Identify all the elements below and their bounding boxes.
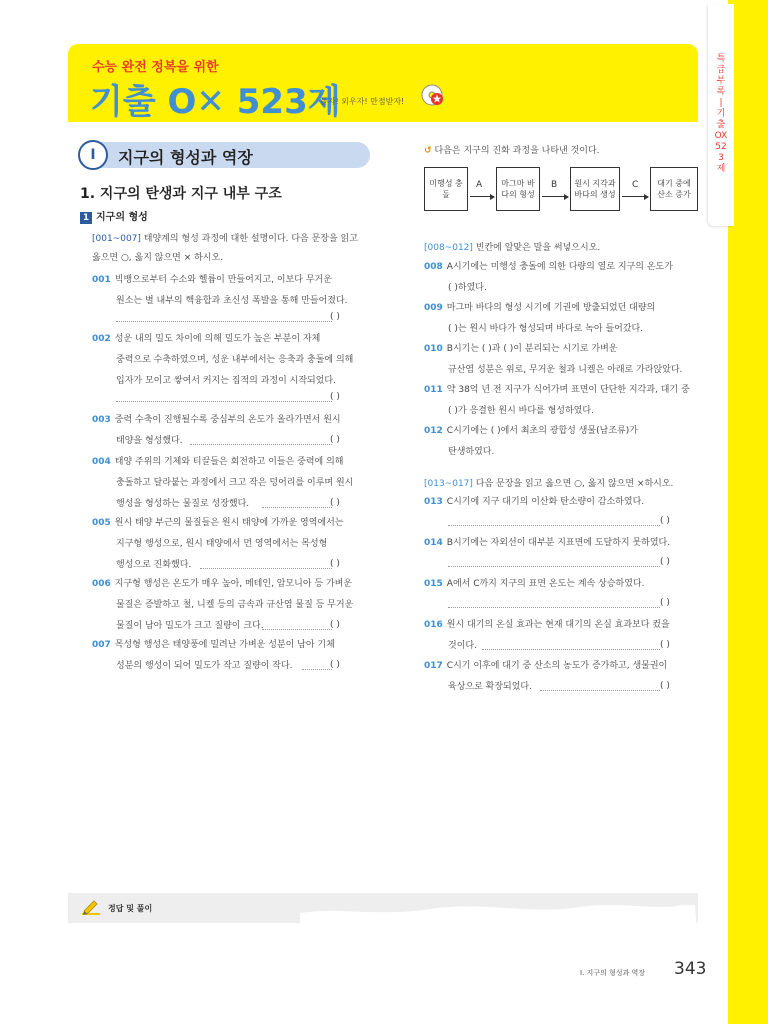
question-number: 004 [92, 457, 111, 467]
answer-blank[interactable]: ( ) [660, 598, 670, 608]
question-number: 001 [92, 275, 111, 285]
question-011 [424, 380, 690, 422]
flow-box-magma-ocean: 마그마 바다의 형성 [496, 167, 540, 211]
answer-leader [262, 629, 332, 630]
question-line: 육상으로 확장되었다. [448, 682, 532, 692]
question-number: 007 [92, 640, 111, 650]
question-line: 입자가 모이고 쌓여서 커지는 집적의 과정이 시작되었다. [116, 376, 336, 386]
answer-leader [190, 444, 332, 445]
curve-arrow-icon: ↺ [424, 146, 432, 156]
question-015 [424, 574, 644, 595]
question-line: 행성을 형성하는 물질로 성장했다. [116, 499, 250, 509]
question-013 [424, 492, 644, 513]
question-line: C시기에는 ( )에서 최초의 광합성 생물(남조류)가 [446, 426, 638, 436]
question-line: 지구형 행성으로, 원시 태양에서 먼 영역에서는 목성형 [116, 539, 328, 549]
question-line: ( )하였다. [448, 283, 487, 293]
question-number: 009 [424, 303, 443, 313]
side-tab-text: 특급부록 | 기출OX523제 [714, 54, 728, 174]
question-line: 태양 주위의 기체와 티끌들은 회전하고 이들은 중력에 의해 [114, 457, 344, 467]
question-007 [92, 635, 335, 677]
question-number: 012 [424, 426, 443, 436]
question-009 [424, 298, 655, 340]
answer-blank[interactable]: ( ) [330, 660, 340, 670]
answer-blank[interactable]: ( ) [660, 640, 670, 650]
page-chapter-info: Ⅰ. 지구의 형성과 역장 [580, 969, 646, 977]
question-line: 빅뱅으로부터 수소와 헬륨이 만들어지고, 이보다 무거운 [114, 275, 332, 285]
page-number: 343 [674, 959, 707, 979]
question-003 [92, 410, 341, 452]
chapter-banner [80, 142, 370, 168]
fill-section-heading [424, 240, 600, 253]
answer-blank[interactable]: ( ) [330, 620, 340, 630]
question-number: 002 [92, 334, 111, 344]
question-016 [424, 615, 670, 657]
answer-leader [448, 607, 660, 608]
chapter-number: Ⅰ [78, 140, 108, 170]
section-heading: 1. 지구의 탄생과 지구 내부 구조 [80, 186, 282, 202]
question-number: 015 [424, 579, 443, 589]
answer-label: 정답 및 풀이 [108, 904, 153, 913]
subsection-number: 1 [80, 212, 92, 224]
answer-leader [448, 525, 660, 526]
question-line: 탄생하였다. [448, 447, 495, 457]
question-line: 성분의 행성이 되어 밀도가 작고 질량이 작다. [116, 661, 293, 671]
torn-paper-overlay [300, 895, 710, 955]
diagram-intro [424, 143, 600, 156]
question-line: B시기에는 자외선이 대부분 지표면에 도달하지 못하였다. [446, 538, 671, 548]
question-line: 물질은 증발하고 철, 니켈 등의 금속과 규산염 물질 등 무거운 [116, 600, 354, 610]
subsection-heading [80, 208, 148, 224]
question-001 [92, 270, 348, 312]
flow-box-crust-ocean: 원시 지각과 바다의 생성 [570, 167, 620, 211]
question-012 [424, 421, 638, 463]
question-line: 것이다. [448, 641, 477, 651]
question-002 [92, 329, 353, 392]
question-010 [424, 339, 682, 381]
fill-section-range: [008~012] [424, 243, 473, 253]
answer-blank[interactable]: ( ) [660, 681, 670, 691]
answer-blank[interactable]: ( ) [660, 557, 670, 567]
flow-box-oxygen: 대기 중에 산소 증가 [650, 167, 698, 211]
side-yellow-band [728, 0, 768, 1024]
cd-star-icon [420, 82, 446, 108]
question-line: 목성형 행성은 태양풍에 밀려난 가벼운 성분이 남아 기체 [114, 640, 335, 650]
question-line: 성운 내의 밀도 차이에 의해 밀도가 높은 부분이 자체 [114, 334, 321, 344]
question-number: 017 [424, 661, 443, 671]
question-line: 마그마 바다의 형성 시기에 기권에 방출되었던 대량의 [446, 303, 656, 313]
answer-leader [116, 321, 332, 322]
flow-label-b: B [551, 180, 558, 190]
diagram-intro-text: 다음은 지구의 진화 과정을 나타낸 것이다. [434, 146, 600, 156]
question-line: 규산염 성분은 위로, 무거운 철과 니켈은 아래로 가라앉았다. [448, 365, 683, 375]
question-number: 010 [424, 344, 443, 354]
flow-box-planetesimal: 미행성 충돌 [424, 167, 468, 211]
question-number: 014 [424, 538, 443, 548]
answer-blank[interactable]: ( ) [330, 392, 340, 402]
question-number: 008 [424, 262, 443, 272]
intro-line2: 옳으면 ○, 옳지 않으면 × 하시오. [92, 253, 224, 263]
answer-blank[interactable]: ( ) [330, 498, 340, 508]
answer-leader [482, 649, 660, 650]
question-number: 005 [92, 518, 111, 528]
question-004 [92, 452, 353, 515]
ox-section-heading [424, 476, 673, 489]
answer-leader [302, 669, 332, 670]
answer-blank[interactable]: ( ) [330, 312, 340, 322]
chapter-title: 지구의 형성과 역장 [118, 148, 253, 167]
intro-line1: 태양계의 형성 과정에 대한 설명이다. 다음 문장을 읽고 [140, 234, 358, 244]
intro-range: [001~007] [92, 234, 141, 244]
answer-leader [540, 690, 660, 691]
question-line: ( )는 원시 바다가 형성되며 바다로 녹아 들어갔다. [448, 324, 644, 334]
flow-arrow [622, 196, 648, 197]
question-line: C시기 이후에 대기 중 산소의 농도가 증가하고, 생물권이 [446, 661, 668, 671]
question-number: 006 [92, 579, 111, 589]
question-line: 원시 태양 부근의 물질들은 원시 태양에 가까운 영역에서는 [114, 518, 344, 528]
answer-blank[interactable]: ( ) [660, 516, 670, 526]
question-008 [424, 257, 673, 299]
flow-label-a: A [476, 180, 483, 190]
question-006 [92, 574, 353, 637]
question-line: 지구형 행성은 온도가 매우 높아, 메테인, 암모니아 등 가벼운 [114, 579, 353, 589]
question-005 [92, 513, 343, 576]
header-title: 기출 O✕ 523제 [90, 82, 341, 122]
question-line: C시기에 지구 대기의 이산화 탄소량이 감소하였다. [446, 497, 645, 507]
question-number: 013 [424, 497, 443, 507]
fill-section-text: 빈칸에 알맞은 말을 써넣으시오. [472, 243, 601, 253]
flow-arrow [542, 196, 568, 197]
answer-blank[interactable]: ( ) [330, 559, 340, 569]
question-line: A시기에는 미행성 충돌에 의한 다량의 열로 지구의 온도가 [446, 262, 673, 272]
question-line: 행성으로 진화했다. [116, 560, 192, 570]
question-line: 중력 수축이 진행될수록 중심부의 온도가 올라가면서 원시 [114, 415, 341, 425]
question-line: 원시 대기의 온실 효과는 현재 대기의 온실 효과보다 컸을 [446, 620, 670, 630]
question-017 [424, 656, 667, 698]
flow-arrow [470, 196, 494, 197]
answer-leader [262, 507, 332, 508]
header-subtitle: 수능 완전 정복을 위한 [92, 60, 219, 75]
question-line: B시기는 ( )과 ( )이 분리되는 시기로 가벼운 [446, 344, 618, 354]
answer-blank[interactable]: ( ) [330, 435, 340, 445]
question-014 [424, 533, 670, 554]
ox-section-text: 다음 문장을 읽고 옳으면 ○, 옳지 않으면 ×하시오. [472, 479, 674, 489]
question-line: 중력으로 수축하였으며, 성운 내부에서는 응축과 충돌에 의해 [116, 355, 354, 365]
flow-label-c: C [632, 180, 639, 190]
header-tagline: 풀자! 외우자! 만점받자! [320, 97, 405, 106]
ox-section-range: [013~017] [424, 479, 473, 489]
question-line: 태양을 형성했다. [116, 436, 183, 446]
answer-leader [116, 401, 332, 402]
question-line: 약 38억 년 전 지구가 식어가며 표면이 단단한 지각과, 대기 중 [446, 385, 690, 395]
pencil-icon [80, 899, 102, 917]
subsection-title: 지구의 형성 [96, 212, 148, 223]
answer-leader [200, 568, 332, 569]
question-line: 충돌하고 달라붙는 과정에서 크고 작은 덩어리를 이루며 원시 [116, 478, 354, 488]
header-banner [68, 44, 698, 122]
answer-leader [448, 566, 660, 567]
left-intro [92, 230, 372, 268]
question-number: 003 [92, 415, 111, 425]
question-line: ( )가 응결한 원시 바다를 형성하였다. [448, 406, 594, 416]
question-line: 원소는 별 내부의 핵융합과 초신성 폭발을 통해 만들어졌다. [116, 296, 348, 306]
question-line: 물질이 남아 밀도가 크고 질량이 크다. [116, 621, 264, 631]
question-number: 011 [424, 385, 443, 395]
question-number: 016 [424, 620, 443, 630]
side-tab [708, 4, 734, 226]
question-line: A에서 C까지 지구의 표면 온도는 계속 상승하였다. [446, 579, 645, 589]
